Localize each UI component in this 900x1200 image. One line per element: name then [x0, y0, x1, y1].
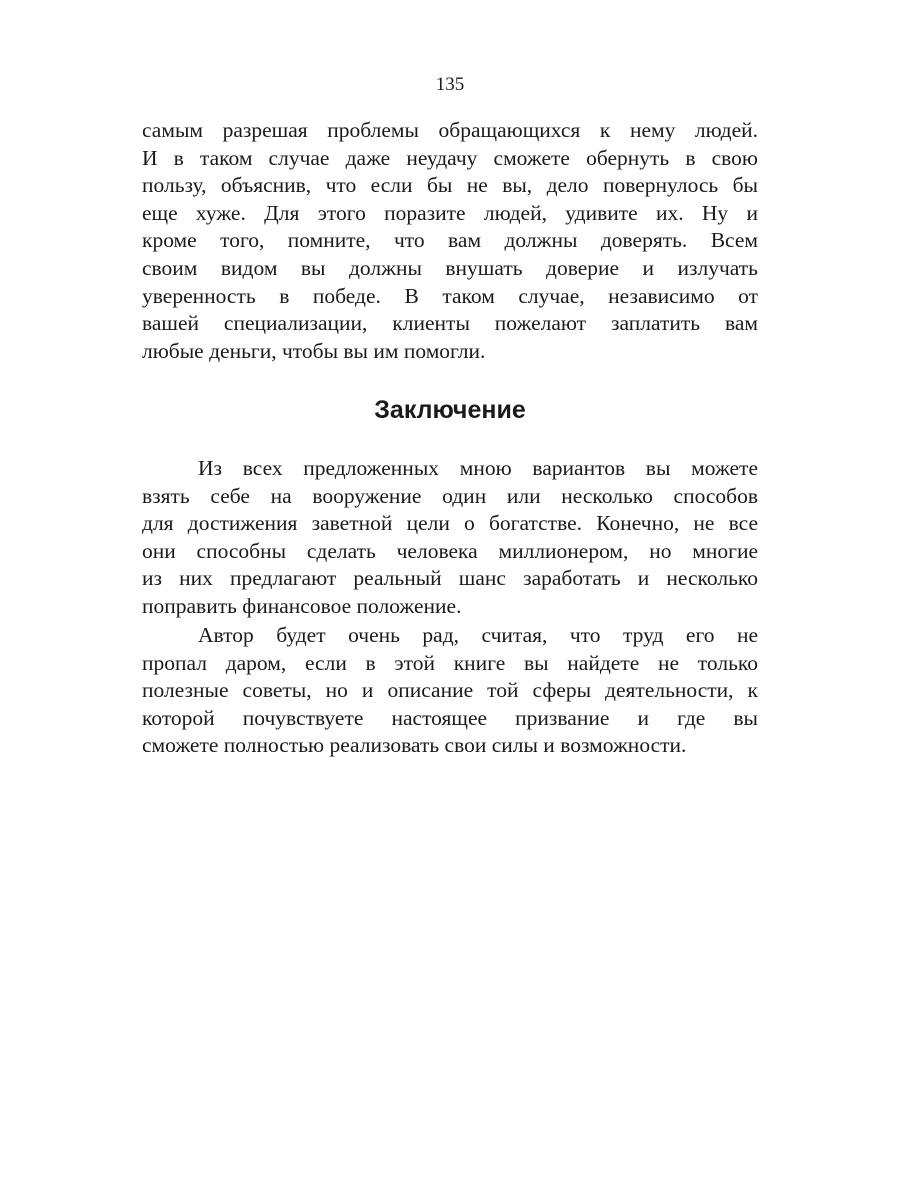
text-line: пользу, объяснив, что если бы не вы, дело повернулось бы [142, 173, 758, 198]
text-line: они способны сделать человека миллионером, но многие [142, 538, 758, 563]
text-line: уверенность в победе. В таком случае, независимо от [142, 283, 758, 308]
text-line: полезные советы, но и описание той сферы деятельности, к [142, 678, 758, 703]
text-line: Автор будет очень рад, считая, что труд его не [198, 623, 758, 647]
text-line: поправить финансовое положение. [142, 593, 462, 618]
text-line: кроме того, помните, что вам должны доверять. Всем [142, 228, 758, 253]
paragraph-conclusion-2 [142, 622, 758, 760]
text-line: И в таком случае даже неудачу сможете обернуть в свою [142, 145, 758, 170]
text-line: взять себе на вооружение один или несколько способов [142, 483, 758, 508]
text-line: пропал даром, если в этой книге вы найдете не только [142, 650, 758, 675]
text-line: любые деньги, чтобы вы им помогли. [142, 338, 486, 363]
text-line: для достижения заветной цели о богатстве. Конечно, не все [142, 511, 758, 536]
paragraph-conclusion-1 [142, 455, 758, 621]
text-line: сможете полностью реализовать свои силы и возможности. [142, 733, 687, 758]
text-line: которой почувствуете настоящее призвание и где вы [142, 705, 758, 730]
paragraph-continuation [142, 117, 758, 365]
text-line: вашей специализации, клиенты пожелают заплатить вам [142, 311, 758, 336]
text-line: из них предлагают реальный шанс заработать и несколько [142, 566, 758, 591]
text-line: своим видом вы должны внушать доверие и излучать [142, 255, 758, 280]
text-line: Из всех предложенных мною вариантов вы можете [198, 456, 758, 480]
text-line: еще хуже. Для этого поразите людей, удивите их. Ну и [142, 200, 758, 225]
page-number: 135 [435, 74, 465, 95]
text-line: самым разрешая проблемы обращающихся к нему людей. [142, 118, 758, 142]
section-heading: Заключение [374, 396, 526, 424]
